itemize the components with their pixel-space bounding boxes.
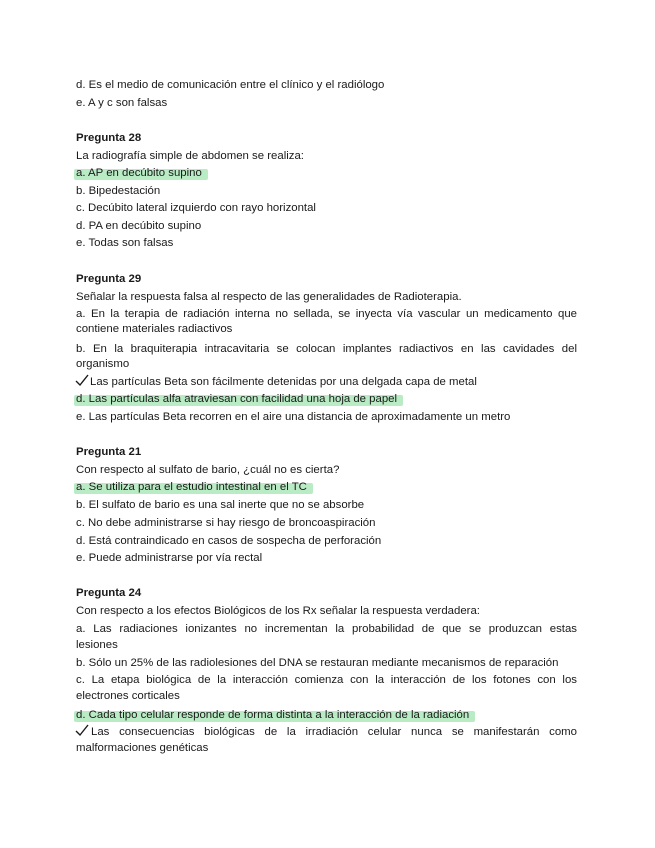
question-28-option-d: d. PA en decúbito supino	[76, 220, 202, 232]
question-28-stem: La radiografía simple de abdomen se realiza:	[76, 150, 304, 162]
question-29-title: Pregunta 29	[76, 273, 142, 285]
question-24-title: Pregunta 24	[76, 587, 142, 599]
question-21-option-a	[76, 480, 307, 494]
question-29-option-b-line1: b. En la braquiterapia intracavitaria se colocan implantes radiactivos en las cavidades del	[76, 343, 577, 355]
checkmark-icon	[75, 373, 89, 387]
question-29-option-c: Las partículas Beta son fácilmente detenidas por una delgada capa de metal	[90, 376, 477, 388]
question-28-option-b: b. Bipedestación	[76, 185, 161, 197]
question-24-option-b: b. Sólo un 25% de las radiolesiones del DNA se restauran mediante mecanismos de reparación	[76, 657, 559, 669]
highlighted-answer: a. Se utiliza para el estudio intestinal en el TC	[76, 481, 307, 493]
question-28-option-a	[76, 166, 202, 180]
question-21-stem: Con respecto al sulfato de bario, ¿cuál no es cierta?	[76, 464, 340, 476]
question-21-option-b: b. El sulfato de bario es una sal inerte que no se absorbe	[76, 499, 365, 511]
question-28-title: Pregunta 28	[76, 132, 142, 144]
question-29-option-a-line1: a. En la terapia de radiación interna no sellada, se inyecta vía vascular un medicamento que	[76, 308, 577, 320]
question-24-option-a-line2: lesiones	[76, 639, 118, 651]
question-24-option-c-line1: c. La etapa biológica de la interacción comienza con la interacción de los fotones con los	[76, 674, 577, 686]
question-28-option-e: e. Todas son falsas	[76, 237, 174, 249]
question-21-option-d: d. Está contraindicado en casos de sospecha de perforación	[76, 535, 382, 547]
highlighted-answer: d. Las partículas alfa atraviesan con facilidad una hoja de papel	[76, 393, 398, 405]
question-29-option-a-line2: contiene materiales radiactivos	[76, 323, 233, 335]
prev-option-e: e. A y c son falsas	[76, 97, 168, 109]
highlighted-answer: d. Cada tipo celular responde de forma distinta a la interacción de la radiación	[76, 709, 470, 721]
question-24-option-e-line1: Las consecuencias biológicas de la irradiación celular nunca se manifestarán como	[91, 726, 577, 738]
prev-option-d: d. Es el medio de comunicación entre el clínico y el radiólogo	[76, 79, 385, 91]
question-29-option-b-line2: organismo	[76, 358, 130, 370]
question-21-option-c: c. No debe administrarse si hay riesgo de broncoaspiración	[76, 517, 376, 529]
highlighted-answer: a. AP en decúbito supino	[76, 167, 202, 179]
question-24-option-e-line2: malformaciones genéticas	[76, 742, 209, 754]
question-24-option-a-line1: a. Las radiaciones ionizantes no incrementan la probabilidad de que se produzcan estas	[76, 623, 577, 635]
question-28-option-c: c. Decúbito lateral izquierdo con rayo horizontal	[76, 202, 316, 214]
question-29-stem: Señalar la respuesta falsa al respecto de las generalidades de Radioterapia.	[76, 291, 462, 303]
question-24-option-c-line2: electrones corticales	[76, 690, 180, 702]
question-24-option-d	[76, 708, 469, 722]
question-29-option-e: e. Las partículas Beta recorren en el aire una distancia de aproximadamente un metro	[76, 411, 511, 423]
question-24-stem: Con respecto a los efectos Biológicos de los Rx señalar la respuesta verdadera:	[76, 605, 480, 617]
question-29-option-d	[76, 392, 397, 406]
checkmark-icon	[75, 723, 89, 737]
question-21-title: Pregunta 21	[76, 446, 142, 458]
question-21-option-e: e. Puede administrarse por vía rectal	[76, 552, 263, 564]
